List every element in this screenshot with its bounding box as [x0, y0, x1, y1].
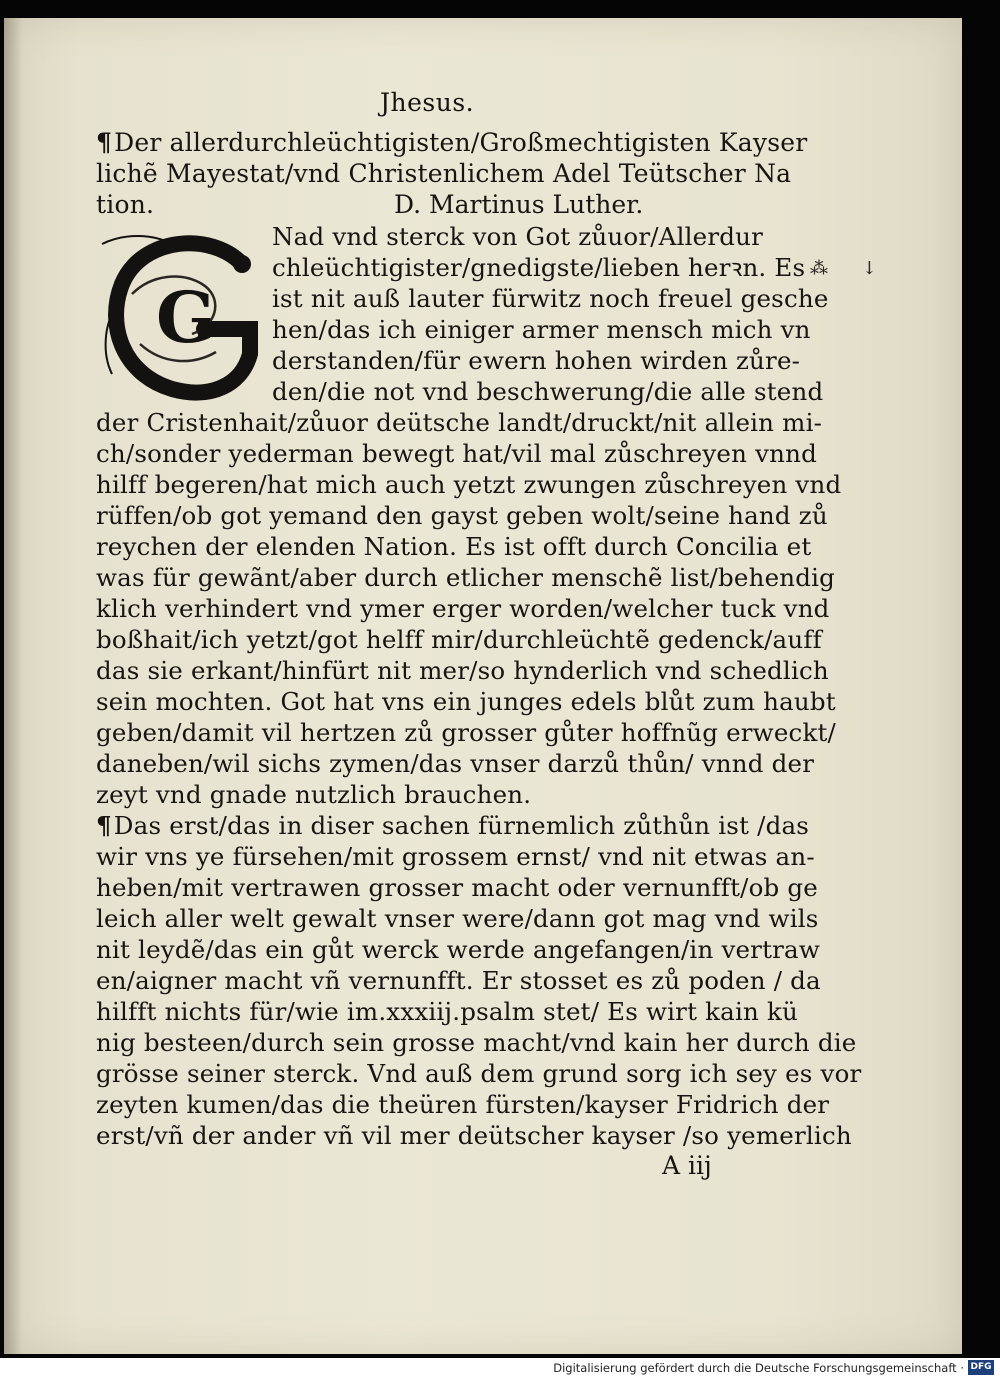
body-line: ch/sonder yederman bewegt hat/vil mal zůschreyen vnnd — [96, 439, 817, 468]
body-line: en/aigner macht vñ vernunfft. Er stosset es zů poden / da — [96, 966, 821, 995]
funding-credit: Digitalisierung gefördert durch die Deutsche Forschungsgemeinschaft · — [553, 1361, 964, 1375]
dedication-line-1: ¶Der allerdurchleüchtigisten/Großmechtigisten Kayser — [96, 128, 808, 157]
ornamental-initial-icon — [92, 224, 268, 402]
body-line: nig besteen/durch sein grosse macht/vnd kain her durch die — [96, 1028, 857, 1057]
body-line: das sie erkant/hinfürt nit mer/so hynderlich vnd schedlich — [96, 656, 829, 685]
body-line: ist nit auß lauter fürwitz noch freuel gesche — [272, 284, 829, 313]
body-line: wir vns ye fürsehen/mit grossem ernst/ vnd nit etwas an- — [96, 842, 815, 871]
pilcrow-icon: ¶ — [96, 128, 113, 157]
author-name: D. Martinus Luther. — [394, 190, 644, 219]
body-line: Nad vnd sterck von Got zůuor/Allerdur — [272, 222, 764, 251]
body-line: den/die not vnd beschwerung/die alle stend — [272, 377, 824, 406]
body-line: klich verhindert vnd ymer erger worden/welcher tuck vnd — [96, 594, 830, 623]
signature-mark: A iij — [662, 1151, 712, 1180]
margin-annotation: ⁂ ↓ — [810, 258, 891, 279]
body-line: sein mochten. Got hat vns ein junges edels blůt zum haubt — [96, 687, 836, 716]
body-line: erst/vñ der ander vñ vil mer deütscher kayser /so yemerlich — [96, 1121, 852, 1150]
body-line: boßhait/ich yetzt/got helff mir/durchleüchtẽ gedenck/auff — [96, 625, 822, 654]
dfg-logo-icon: DFG — [968, 1360, 994, 1375]
body-line: reychen der elenden Nation. Es ist offt durch Concilia et — [96, 532, 812, 561]
body-line: zeyten kumen/das die theüren fürsten/kayser Fridrich der — [96, 1090, 830, 1119]
body-line: rüffen/ob got yemand den gayst geben wolt/seine hand zů — [96, 501, 828, 530]
initial-letter: G — [156, 276, 216, 359]
body-line: hilff begeren/hat mich auch yetzt zwungen zůschreyen vnd — [96, 470, 842, 499]
body-line: hilfft nichts für/wie im.xxxiij.psalm stet/ Es wirt kain kü — [96, 997, 799, 1026]
body-line: der Cristenhait/zůuor deütsche landt/druckt/nit allein mi- — [96, 408, 823, 437]
body-line: leich aller welt gewalt vnser were/dann got mag vnd wils — [96, 904, 819, 933]
page-heading: Jhesus. — [380, 88, 475, 117]
pilcrow-icon: ¶ — [96, 811, 112, 840]
body-line: hen/das ich einiger armer mensch mich vn — [272, 315, 811, 344]
body-line: chleüchtigister/gnedigste/lieben herꝛn. Es — [272, 253, 806, 282]
body-line: nit leydẽ/das ein gůt werck werde angefangen/in vertraw — [96, 935, 821, 964]
body-line: was für gewãnt/aber durch etlicher menschẽ list/behendig — [96, 563, 836, 592]
body-line: daneben/wil sichs zymen/das vnser darzů thůn/ vnnd der — [96, 749, 815, 778]
dedication-line-2: lichẽ Mayestat/vnd Christenlichem Adel Teütscher Na — [96, 159, 792, 188]
body-line: derstanden/für ewern hohen wirden zůre- — [272, 346, 801, 375]
body-line: grösse seiner sterck. Vnd auß dem grund sorg ich sey es vor — [96, 1059, 862, 1088]
dedication-line-3: tion. — [96, 190, 155, 219]
book-page — [4, 18, 962, 1354]
body-line: geben/damit vil hertzen zů grosser gůter hoffnũg erweckt/ — [96, 718, 837, 747]
body-line: heben/mit vertrawen grosser macht oder vernunfft/ob ge — [96, 873, 818, 902]
decorated-initial-g — [92, 224, 268, 402]
body-line-paragraph-start: ¶Das erst/das in diser sachen fürnemlich zůthůn ist /das — [96, 811, 810, 840]
body-line: zeyt vnd gnade nutzlich brauchen. — [96, 780, 532, 809]
